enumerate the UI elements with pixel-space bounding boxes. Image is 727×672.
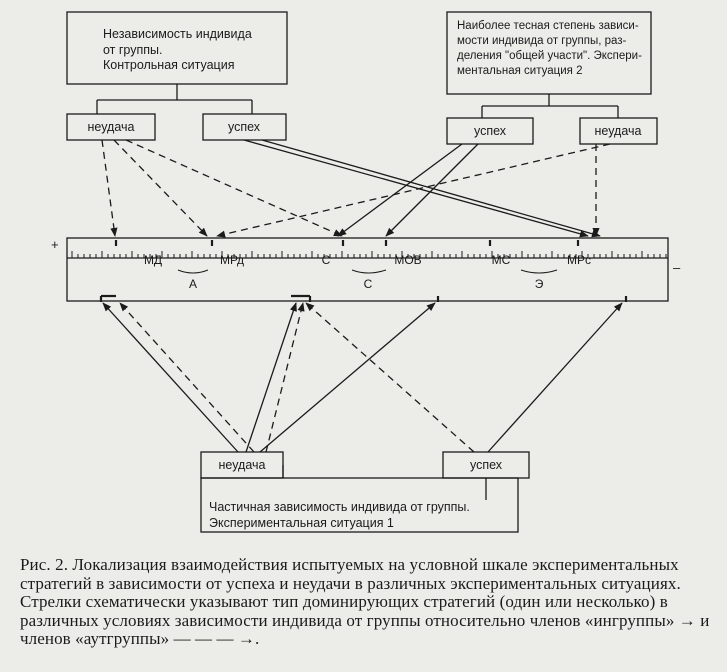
control-situation-box xyxy=(67,12,287,84)
exp2-box-line2: мости индивида от группы, раз- xyxy=(457,35,627,47)
exp1-box-line1: Частичная зависимость индивида от группы. xyxy=(209,500,470,514)
control-box-line1: Независимость индивида xyxy=(103,27,252,41)
control-success-label: успех xyxy=(227,120,261,134)
scale-label-mov: МОВ xyxy=(394,253,422,267)
scale-minus-sign: – xyxy=(673,260,681,275)
bracket-e xyxy=(521,270,557,273)
exp1-success-label: успех xyxy=(469,458,503,472)
scale-label-mrs: МРс xyxy=(567,253,591,267)
scale-label-a: А xyxy=(188,277,198,291)
exp2-box-line4: ментальная ситуация 2 xyxy=(457,65,583,77)
exp2-box-line3: деления "общей участи". Экспери- xyxy=(457,50,642,62)
dashed-arrows-outgroup xyxy=(102,140,610,452)
scale-label-mrd: МРд xyxy=(219,253,245,267)
scale-label-c-top: С xyxy=(321,253,331,267)
strategy-scale-box xyxy=(67,238,668,301)
exp2-box-line1: Наиболее тесная степень зависи- xyxy=(457,20,639,32)
exp1-failure-label: неудача xyxy=(218,458,266,472)
solid-arrows-ingroup xyxy=(103,140,622,452)
scale-label-c-bottom: С xyxy=(363,277,373,291)
control-box-line2: от группы. xyxy=(103,43,163,57)
control-failure-label: неудача xyxy=(87,120,135,134)
exp2-failure-label: неудача xyxy=(594,124,642,138)
scale-label-ms: МС xyxy=(491,253,511,267)
bracket-a xyxy=(178,270,208,273)
control-box-line3: Контрольная ситуация xyxy=(103,58,235,72)
exp2-success-label: успех xyxy=(473,124,507,138)
scale-label-e: Э xyxy=(534,277,544,291)
scale-label-md: МД xyxy=(143,253,163,267)
exp1-box-line2: Экспериментальная ситуация 1 xyxy=(209,516,394,530)
bracket-c xyxy=(352,270,386,273)
scale-plus-sign: + xyxy=(51,237,59,252)
figure-caption: Рис. 2. Локализация взаимодействия испытуемых на условной шкале экспериментальных стратегий в зависимости от успеха и неудачи в различных экспериментальных ситуациях. Стрелки схематически указывают тип доминирующих стратегий (один или несколько) в различных условиях зависимости индивида от группы относительно членов «ингруппы» → и членов «аутгруппы» — — — →. xyxy=(20,555,710,648)
